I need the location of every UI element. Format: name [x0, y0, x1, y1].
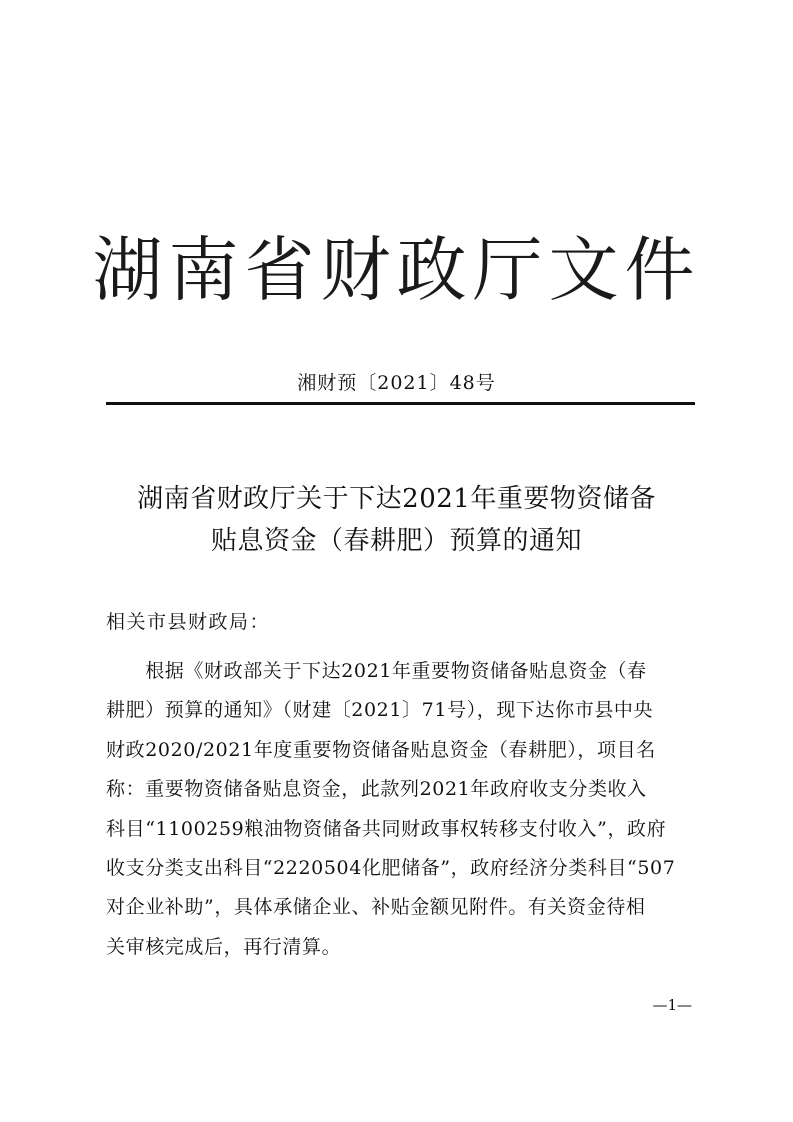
body-line: 根据《财政部关于下达2021年重要物资储备贴息资金（春: [106, 660, 647, 682]
body-paragraph: [106, 652, 690, 967]
salutation: 相关市县财政局：: [106, 611, 271, 633]
body-line: 对企业补助”，具体承储企业、补贴金额见附件。有关资金待相: [106, 896, 646, 919]
body-line: 财政2020/2021年度重要物资储备贴息资金（春耕肥），项目名: [106, 738, 656, 761]
document-masthead: 湖南省财政厅文件: [92, 229, 701, 311]
document-number: 湘财预〔2021〕48号: [297, 372, 496, 394]
header-divider: [106, 402, 695, 405]
body-line: 科目“1100259粮油物资储备共同财政事权转移支付收入”，政府: [106, 817, 667, 840]
notice-title-line: 湖南省财政厅关于下达2021年重要物资储备: [137, 484, 656, 514]
body-line: 关审核完成后，再行清算。: [106, 935, 342, 958]
notice-title-line: 贴息资金（春耕肥）预算的通知: [210, 526, 582, 556]
body-line: 称：重要物资储备贴息资金，此款列2021年政府收支分类收入: [106, 778, 647, 801]
notice-title: [60, 478, 733, 562]
body-line: 耕肥）预算的通知》（财建〔2021〕71号），现下达你市县中央: [106, 699, 654, 722]
body-line: 收支分类支出科目“2220504化肥储备”，政府经济分类科目“507: [106, 857, 676, 880]
page-number: —1—: [652, 996, 692, 1014]
